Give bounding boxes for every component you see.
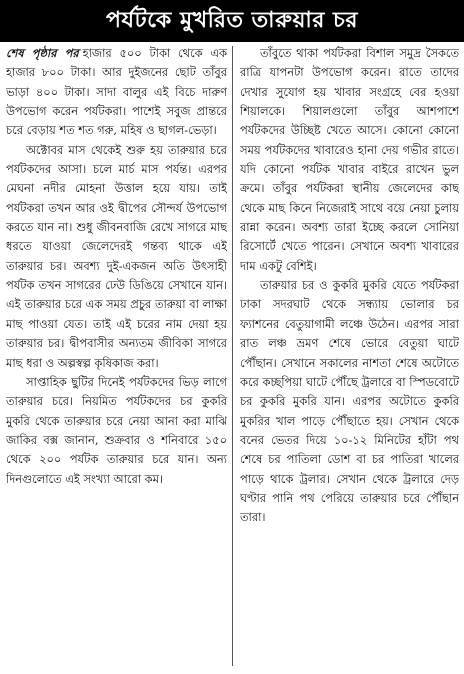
paragraph: তারুয়ার চর ও কুকরি মুকরি যেতে পর্যটকরা ঢাকা সদরঘাট থেকে সন্ধ্যায় ভোলার চর ফ্যাশনের বেতুয়াগামী লঞ্চে উঠেন। এরপর সারা রাত লঞ্চ ভ্রমণ শেষে ভোরে বেতুয়া ঘাটে পৌঁছান। সেখানে সকালের নাশতা শেষে অটোতে করে কচ্ছপিয়া ঘাটে পৌঁছে ট্রলারে বা স্পিডবোটে চর কুকরি মুকরি যান। এরপর অটোতে কুকরি মুকরির খাল পাড়ে পৌঁছাতে হয়। সেখান থেকে বনের ভেতর দিয়ে ১০-১২ মিনিটের হাঁটা পথ শেষে চর পাতিলা ডোশ বা চর পাতিরা খালের পাড়ে থাকে ট্রলার। সেখান থেকে ট্রলারে দেড় ঘণ্টার পানি পথ পেরিয়ে তারুয়ার চরে পৌঁছান তারা। — [240, 278, 459, 525]
paragraph — [6, 44, 227, 141]
right-column — [240, 44, 459, 668]
paragraph-text: হাজার ৫০০ টাকা থেকে এক হাজার ৮০০ টাকা। আর দুইজনের ছোট তাঁবুর ভাড়া ৪০০ টাকা। সাদা বালুর এই বিচে দারুণ উপভোগ করেন পর্যটকরা। পাশেই সবুজ প্রান্তরে চরে বেড়ায় শত শত গরু, মহিষ ও ছাগল-ভেড়া। — [6, 46, 227, 138]
paragraph: তাঁবুতে থাকা পর্যটকরা বিশাল সমুদ্র সৈকতে রাত্রি যাপনটা উপভোগ করেন। রাতে তাদের দেখার সুযোগ হয় খাবার সংগ্রহে বের হওয়া শিয়ালকে। শিয়ালগুলো তাঁবুর আশপাশে পর্যটকদের উচ্ছিষ্ট খেতে আসে। কোনো কোনো সময় পর্যটকদের খাবারেও হানা দেয় গভীর রাতে। যদি কোনো পর্যটক খাবার বাইরে রাখেন ভুল ক্রমে। তাঁবুর পর্যটকরা স্থানীয় জেলেদের কাছ থেকে মাছ কিনে নিজেরাই সাথে বয়ে নেয়া চুলায় রান্না করেন। অবশ্য তারা ইচ্ছে করলে সোনিয়া রিসোর্টে খেতে পারেন। সেখানে অবশ্য খাবারের দাম একটু বেশিই। — [240, 46, 459, 273]
column-divider — [232, 46, 233, 666]
headline: পর্যটকে মুখরিত তারুয়ার চর — [105, 7, 359, 33]
continuation-label: শেষ পৃষ্ঠার পর — [6, 46, 79, 60]
paragraph: অক্টোবর মাস থেকেই শুরু হয় তারুয়ার চরে পর্যটকদের আসা। চলে মার্চ মাস পর্যন্ত। এরপর মেঘনা নদীর মোহনা উত্তাল হয়ে যায়। তাই পর্যটকরা তখন আর ওই দ্বীপের সৌন্দর্য উপভোগ করতে যান না। শুধু জীবনবাজি রেখে সাগরে মাছ ধরতে যাওয়া জেলেদেরই গন্তব্য থাকে এই তারুয়ার চর। অবশ্য দুই-একজন অতি উৎসাহী পর্যটক তখন সাগরের ঢেউ ডিঙিয়ে সেখানে যান। এই তারুয়ার চরে এক সময় প্রচুর তারুয়া বা লাক্ষা মাছ পাওয়া যেত। তাই এই চরের নাম দেয়া হয় তারুয়ার চর। দ্বীপবাসীর অন্যতম জীবিকা সাগরে মাছ ধরা ও অল্পস্বল্প কৃষিকাজ করা। — [6, 142, 227, 370]
left-column — [6, 44, 227, 668]
headline-band — [0, 0, 464, 42]
paragraph: সাপ্তাহিক ছুটির দিনেই পর্যটকদের ভিড় লাগে তারুয়ার চরে। নিয়মিত পর্যটকদের চর কুকরি মুকরি থেকে তারুয়ার চরে নেয়া আনা করা মাঝি জাকির বক্স জানান, শুক্রবার ও শনিবারে ১৫০ থেকে ২০০ পর্যটক তারুয়ার চরে যান। অন্য দিনগুলোতে এই সংখ্যা আরো কম। — [6, 374, 227, 486]
